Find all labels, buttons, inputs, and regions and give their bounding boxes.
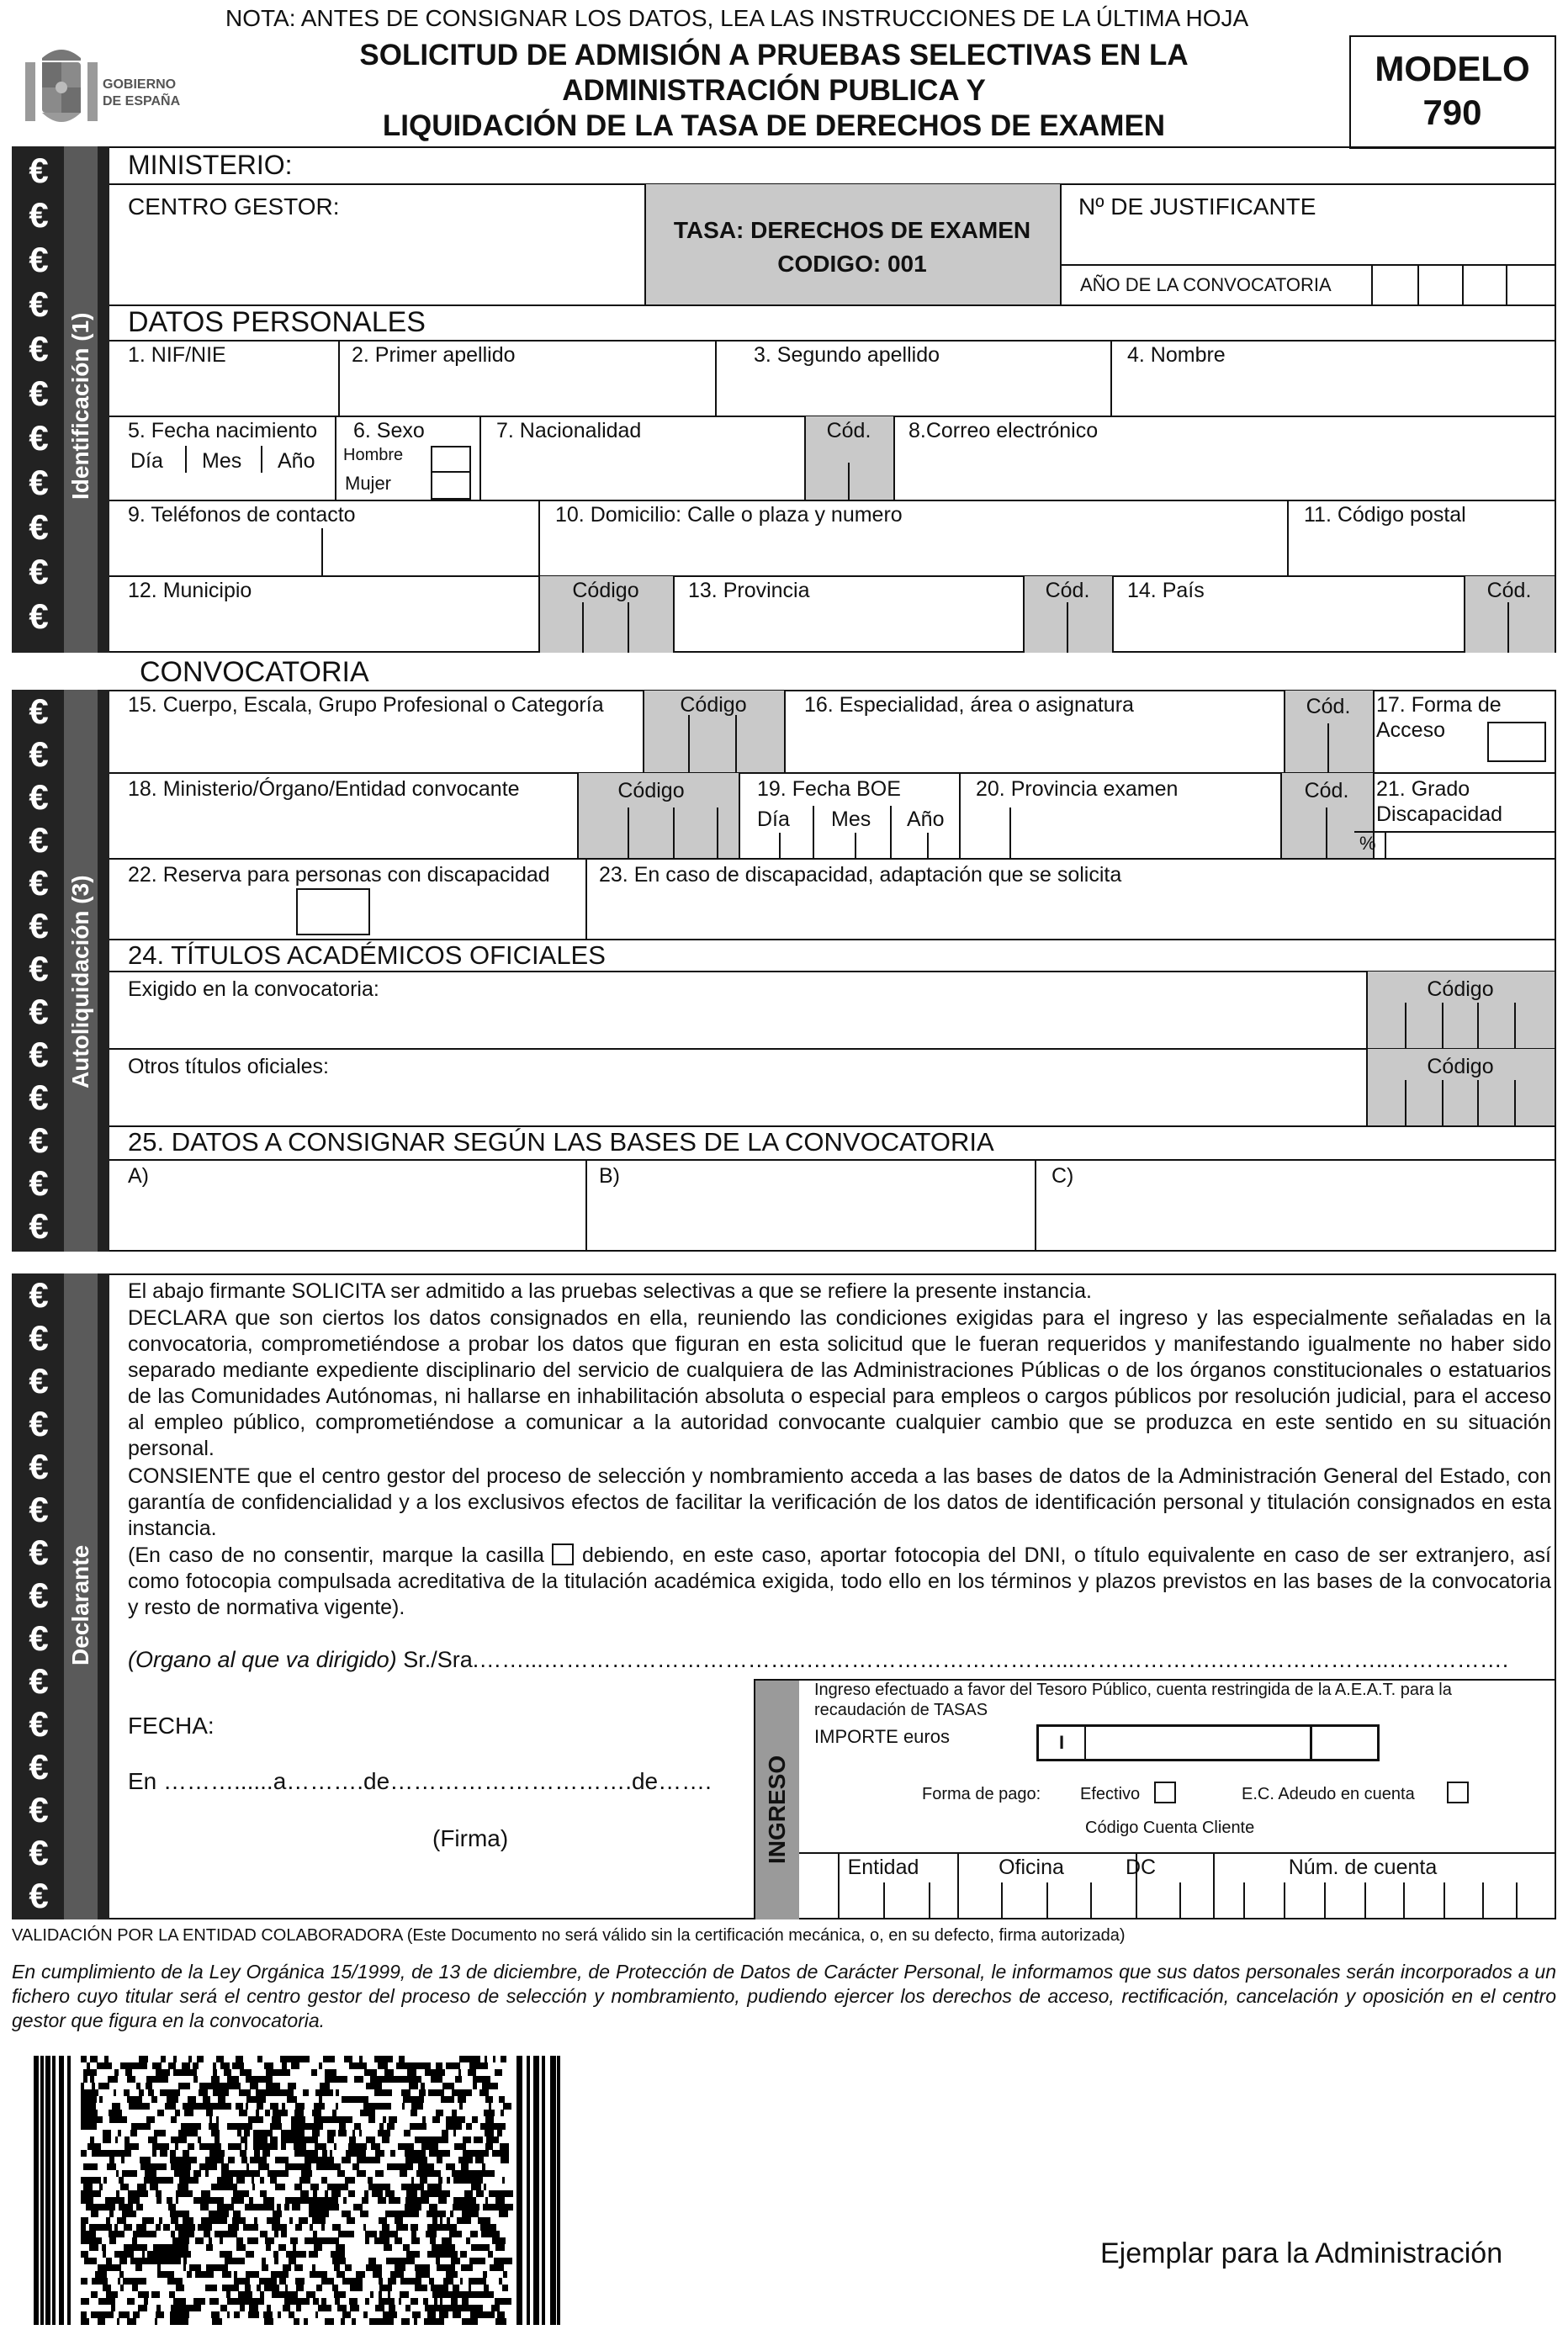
datos-personales-heading: DATOS PERSONALES: [128, 306, 426, 338]
declaracion-consiente: CONSIENTE que el centro gestor del proceso de selección y nombramiento acceda a las bases de datos de la Administración General del Estado, con garantía de confidencialidad y a los exclusivos efectos de facilitar la verificación de los datos de identificación personal y titulación consignados en esta instancia.: [128, 1464, 1551, 1540]
oficina-label: Oficina: [999, 1856, 1064, 1879]
euro-symbol: €: [29, 691, 49, 731]
adeudo-cuenta-label: E.C. Adeudo en cuenta: [1242, 1785, 1415, 1803]
nacionalidad-cod-label: Cód.: [826, 419, 871, 442]
forma-acceso-label-2: Acceso: [1376, 718, 1445, 742]
boe-dia-label: Día: [757, 807, 790, 831]
fecha-label: FECHA:: [128, 1713, 215, 1739]
datos-bases-heading: 25. DATOS A CONSIGNAR SEGÚN LAS BASES DE LA CONVOCATORIA: [128, 1127, 994, 1157]
declaracion-declara: DECLARA que son ciertos los datos consignados en ella, reuniendo las condiciones exigidas para el ingreso y las especialmente señaladas en la convocatoria, comprometiéndose a probar los datos que figuran en esta solicitud que le fueran requeridos y manifestando igualmente no haber sido separado mediante expediente disciplinario del servicio de cualquiera de las Administraciones Públicas o de los órganos constitucionales o estatuarios de las Comunidades Autónomas, ni hallarse en inhabilitación absoluta o especial para empleos o cargos públicos por resolución judicial, para el acceso al empleo público, comprometiéndose a comunicar a la autoridad convocante cualquier cambio que se produzca en este sentido en su situación personal.: [128, 1306, 1551, 1460]
pdf417-barcode: [34, 2056, 565, 2325]
primer-apellido-label: 2. Primer apellido: [352, 343, 516, 367]
num-cuenta-label: Núm. de cuenta: [1288, 1856, 1438, 1879]
euro-symbol: €: [29, 195, 49, 235]
nacionalidad-label: 7. Nacionalidad: [496, 419, 642, 442]
fecha-mes-label: Mes: [202, 449, 242, 473]
instructions-note: NOTA: ANTES DE CONSIGNAR LOS DATOS, LEA LAS INSTRUCCIONES DE LA ÚLTIMA HOJA: [225, 5, 1249, 31]
euro-symbol: €: [29, 777, 49, 817]
especialidad-cod-label: Cód.: [1306, 695, 1351, 718]
grado-discapacidad-label-2: Discapacidad: [1376, 802, 1503, 826]
ingreso-band: [754, 1679, 799, 1919]
ministerio-label: MINISTERIO:: [128, 150, 293, 180]
euro-symbol: €: [29, 820, 49, 860]
euro-symbol: €: [29, 1077, 49, 1117]
modelo-number: 790: [1422, 93, 1482, 132]
grado-discapacidad-label-1: 21. Grado: [1376, 777, 1470, 801]
fecha-dia-label: Día: [130, 449, 163, 473]
euro-symbol: €: [29, 906, 49, 945]
coat-of-arms-icon: [24, 37, 99, 138]
importe-mark: I: [1059, 1732, 1065, 1753]
euro-symbol: €: [29, 734, 49, 774]
declaracion-solicita: El abajo firmante SOLICITA ser admitido a las pruebas selectivas a que se refiere la presente instancia.: [128, 1279, 1092, 1303]
autoliquidacion-label: Autoliquidación (3): [67, 875, 93, 1088]
importe-input[interactable]: [1036, 1724, 1380, 1761]
euro-symbol: €: [29, 418, 49, 458]
municipio-label: 12. Municipio: [128, 579, 252, 602]
ingreso-label: INGRESO: [764, 1755, 790, 1864]
euro-symbol: €: [29, 1035, 49, 1074]
provincia-label: 13. Provincia: [688, 579, 810, 602]
euro-symbol: €: [29, 1833, 49, 1872]
euro-symbol: €: [29, 1490, 49, 1529]
declarante-side-band: [12, 1273, 109, 1919]
logo-text-gobierno: GOBIERNO: [103, 77, 177, 92]
lugar-fecha-line: En ………......a……….de………………………….de…….: [128, 1768, 712, 1794]
ejemplar-label: Ejemplar para la Administración: [1100, 2237, 1503, 2269]
modelo-label: MODELO: [1375, 49, 1530, 88]
municipio-codigo-label: Código: [572, 579, 639, 602]
ingreso-text-2: recaudación de TASAS: [814, 1701, 988, 1719]
sexo-checkbox[interactable]: [431, 446, 471, 500]
especialidad-label: 16. Especialidad, área o asignatura: [804, 693, 1134, 717]
sexo-mujer-label: Mujer: [345, 473, 392, 494]
autoliquidacion-side-band: [12, 690, 109, 1252]
euro-symbol: €: [29, 1618, 49, 1658]
tasa-codigo: CODIGO: 001: [777, 251, 927, 277]
organo-dots: Sr./Sra.……...……………………………..……………………………...……………….…………………..…………….: [396, 1647, 1509, 1672]
dc-label: DC: [1125, 1856, 1157, 1879]
cuerpo-codigo-label: Código: [680, 693, 747, 717]
fecha-anio-label: Año: [278, 449, 315, 473]
percent-sign: %: [1359, 833, 1376, 854]
anio-convocatoria-input[interactable]: [1371, 266, 1556, 304]
otros-titulos-codigo-label: Código: [1427, 1055, 1494, 1078]
tasa-label: TASA: DERECHOS DE EXAMEN: [673, 217, 1031, 243]
ccc-input[interactable]: [838, 1852, 1556, 1919]
nombre-label: 4. Nombre: [1127, 343, 1226, 367]
euro-symbol: €: [29, 1404, 49, 1443]
segundo-apellido-label: 3. Segundo apellido: [754, 343, 940, 367]
efectivo-label: Efectivo: [1080, 1785, 1141, 1803]
euro-symbol: €: [29, 1747, 49, 1787]
euro-symbol: €: [29, 1661, 49, 1701]
ingreso-text-1: Ingreso efectuado a favor del Tesoro Público, cuenta restringida de la A.E.A.T. para la: [814, 1681, 1452, 1699]
fecha-nacimiento-label: 5. Fecha nacimiento: [128, 419, 318, 442]
convocatoria-heading: CONVOCATORIA: [140, 656, 369, 688]
adaptacion-label: 23. En caso de discapacidad, adaptación que se solicita: [599, 863, 1122, 887]
efectivo-checkbox[interactable]: [1154, 1782, 1176, 1803]
entidad-label: Entidad: [847, 1856, 919, 1879]
cuerpo-label: 15. Cuerpo, Escala, Grupo Profesional o Categoría: [128, 693, 604, 717]
euro-symbol: €: [29, 1206, 49, 1246]
provincia-examen-cod-label: Cód.: [1304, 779, 1349, 802]
euro-symbol: €: [29, 463, 49, 502]
sexo-label: 6. Sexo: [353, 419, 425, 442]
identificacion-label: Identificación (1): [67, 312, 93, 500]
tasa-panel: [644, 184, 1060, 306]
euro-column: [15, 1273, 62, 1917]
pais-cod-label: Cód.: [1486, 579, 1532, 602]
euro-symbol: €: [29, 1163, 49, 1203]
firma-label: (Firma): [432, 1825, 509, 1851]
forma-acceso-label-1: 17. Forma de: [1376, 693, 1502, 717]
organo-destino: [128, 1647, 1508, 1673]
euro-symbol: €: [29, 863, 49, 903]
forma-pago-label: Forma de pago:: [922, 1785, 1041, 1803]
telefonos-label: 9. Teléfonos de contacto: [128, 503, 356, 527]
euro-symbol: €: [29, 284, 49, 324]
euro-symbol: €: [29, 992, 49, 1031]
codigo-postal-label: 11. Código postal: [1304, 503, 1466, 527]
euro-symbol: €: [29, 507, 49, 547]
euro-symbol: €: [29, 329, 49, 368]
sexo-hombre-label: Hombre: [343, 446, 404, 464]
government-logo: [24, 37, 209, 138]
ccc-label: Código Cuenta Cliente: [1085, 1819, 1255, 1837]
euro-symbol: €: [29, 1361, 49, 1400]
euro-symbol: €: [29, 1876, 49, 1915]
dato-b-label: B): [599, 1164, 620, 1188]
euro-symbol: €: [29, 240, 49, 279]
reserva-input[interactable]: [296, 888, 370, 935]
boe-mes-label: Mes: [831, 807, 871, 831]
euro-symbol: €: [29, 1704, 49, 1744]
domicilio-label: 10. Domicilio: Calle o plaza y numero: [555, 503, 903, 527]
euro-symbol: €: [29, 1318, 49, 1358]
no-consentir-text-a: (En caso de no consentir, marque la casilla: [128, 1543, 544, 1567]
organo-label: (Organo al que va dirigido): [128, 1647, 397, 1672]
euro-symbol: €: [29, 1447, 49, 1486]
centro-gestor-label: CENTRO GESTOR:: [128, 193, 340, 220]
euro-symbol: €: [29, 1575, 49, 1615]
n-justificante-label: Nº DE JUSTIFICANTE: [1078, 193, 1316, 220]
importe-label: IMPORTE euros: [814, 1726, 950, 1747]
euro-symbol: €: [29, 949, 49, 988]
boe-anio-label: Año: [907, 807, 945, 831]
no-consentir-text-b: debiendo, en este caso, aportar fotocopia del DNI, o título equivalente en caso de ser extranjero, así como fotocopia compulsada acreditativa de la titulación académica exigida, todo ello en los términos y plazos previstos en las bases de la convocatoria y resto de normativa vigente).: [128, 1543, 1551, 1619]
otros-titulos-label: Otros títulos oficiales:: [128, 1055, 329, 1078]
lopd-text: En cumplimiento de la Ley Orgánica 15/1999, de 13 de diciembre, de Protección de Datos de Carácter Personal, le informamos que sus datos personales serán incorporados a un fichero cuyo titular será el centro gestor del proceso de selección y nombramiento, pudiendo ejercer los derechos de acceso, rectificación, cancelación y oposición en el centro gestor que figura en la convocatoria.: [12, 1961, 1556, 2031]
dato-c-label: C): [1052, 1164, 1074, 1188]
euro-symbol: €: [29, 1790, 49, 1829]
titulos-heading: 24. TÍTULOS ACADÉMICOS OFICIALES: [128, 940, 606, 970]
correo-label: 8.Correo electrónico: [908, 419, 1099, 442]
euro-column: [15, 690, 62, 1247]
titulo-exigido-codigo-label: Código: [1427, 977, 1494, 1001]
form-title-line3: LIQUIDACIÓN DE LA TASA DE DERECHOS DE EXAMEN: [382, 109, 1166, 142]
logo-text-espana: DE ESPAÑA: [103, 94, 181, 109]
euro-column: [15, 146, 62, 638]
validacion-text: VALIDACIÓN POR LA ENTIDAD COLABORADORA (Este Documento no será válido sin la certificación mecánica, o, en su defecto, firma autorizada): [12, 1926, 1126, 1945]
modelo-box: [1349, 35, 1556, 149]
euro-symbol: €: [29, 596, 49, 636]
form-title-line2: ADMINISTRACIÓN PUBLICA Y: [562, 74, 986, 107]
ministerio-convocante-codigo-label: Código: [617, 779, 685, 802]
forma-acceso-input[interactable]: [1487, 722, 1546, 762]
dato-a-label: A): [128, 1164, 149, 1188]
provincia-cod-label: Cód.: [1045, 579, 1090, 602]
form-title-line1: SOLICITUD DE ADMISIÓN A PRUEBAS SELECTIVAS EN LA: [359, 39, 1189, 71]
reserva-label: 22. Reserva para personas con discapacidad: [128, 863, 550, 887]
declaracion-no-consentir: [128, 1543, 1551, 1621]
no-consentir-checkbox[interactable]: [552, 1543, 574, 1565]
euro-symbol: €: [29, 1120, 49, 1160]
ministerio-convocante-label: 18. Ministerio/Órgano/Entidad convocante: [128, 777, 520, 801]
euro-symbol: €: [29, 151, 49, 190]
euro-symbol: €: [29, 373, 49, 413]
euro-symbol: €: [29, 1275, 49, 1315]
euro-symbol: €: [29, 1533, 49, 1572]
declarante-label: Declarante: [67, 1544, 93, 1665]
pais-label: 14. País: [1127, 579, 1205, 602]
euro-symbol: €: [29, 552, 49, 591]
adeudo-cuenta-checkbox[interactable]: [1447, 1782, 1469, 1803]
nif-label: 1. NIF/NIE: [128, 343, 226, 367]
titulo-exigido-label: Exigido en la convocatoria:: [128, 977, 379, 1001]
anio-convocatoria-label: AÑO DE LA CONVOCATORIA: [1080, 274, 1332, 295]
identificacion-side-band: [12, 146, 109, 653]
provincia-examen-label: 20. Provincia examen: [976, 777, 1179, 801]
fecha-boe-label: 19. Fecha BOE: [757, 777, 901, 801]
